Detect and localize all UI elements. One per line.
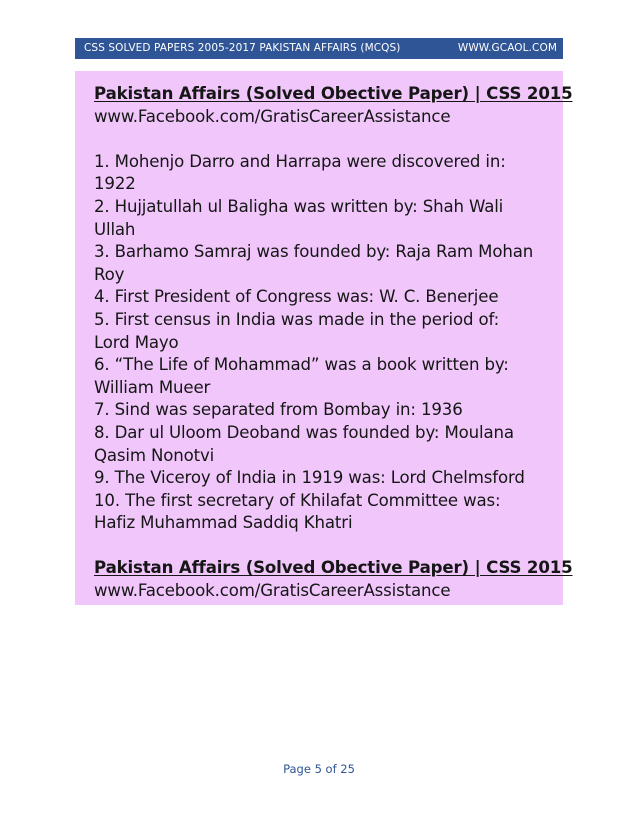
spacer <box>94 535 563 558</box>
answer-line: William Mueer <box>94 377 211 397</box>
answer-line: 1. Mohenjo Darro and Harrapa were discovered in: <box>94 151 506 171</box>
answer-line: 7. Sind was separated from Bombay in: 1936 <box>94 400 463 420</box>
answer-line: Ullah <box>94 219 136 239</box>
answer-line: 3. Barhamo Samraj was founded by: Raja Ram Mohan <box>94 242 534 262</box>
answer-line: 5. First census in India was made in the period of: <box>94 309 500 329</box>
image-footer-title: Pakistan Affairs (Solved Obective Paper) | CSS 2015 <box>94 558 573 578</box>
answer-line: Hafiz Muhammad Saddiq Khatri <box>94 513 353 533</box>
header-title: CSS SOLVED PAPERS 2005-2017 PAKISTAN AFFAIRS (MCQS) <box>84 42 401 54</box>
running-header <box>75 38 563 59</box>
image-footer-link: www.Facebook.com/GratisCareerAssistance <box>94 581 451 601</box>
answer-line: Roy <box>94 264 125 284</box>
answer-line: Lord Mayo <box>94 332 179 352</box>
image-title: Pakistan Affairs (Solved Obective Paper) | CSS 2015 <box>94 84 573 103</box>
answer-line: 1922 <box>94 174 136 194</box>
answer-line: 8. Dar ul Uloom Deoband was founded by: Moulana <box>94 422 514 442</box>
answer-line: 6. “The Life of Mohammad” was a book written by: <box>94 355 509 375</box>
header-website: WWW.GCAOL.COM <box>457 42 557 54</box>
answer-line: 10. The first secretary of Khilafat Committee was: <box>94 490 501 510</box>
image-facebook-link: www.Facebook.com/GratisCareerAssistance <box>94 106 451 126</box>
answer-line: Qasim Nonotvi <box>94 445 215 465</box>
spacer <box>94 128 563 151</box>
mcq-answers-image <box>75 71 573 605</box>
answer-line: 2. Hujjatullah ul Baligha was written by: Shah Wali <box>94 196 504 216</box>
page-number: Page 5 of 25 <box>283 762 355 776</box>
answer-line: 9. The Viceroy of India in 1919 was: Lord Chelmsford <box>94 468 525 488</box>
answer-line: 4. First President of Congress was: W. C. Benerjee <box>94 287 499 307</box>
